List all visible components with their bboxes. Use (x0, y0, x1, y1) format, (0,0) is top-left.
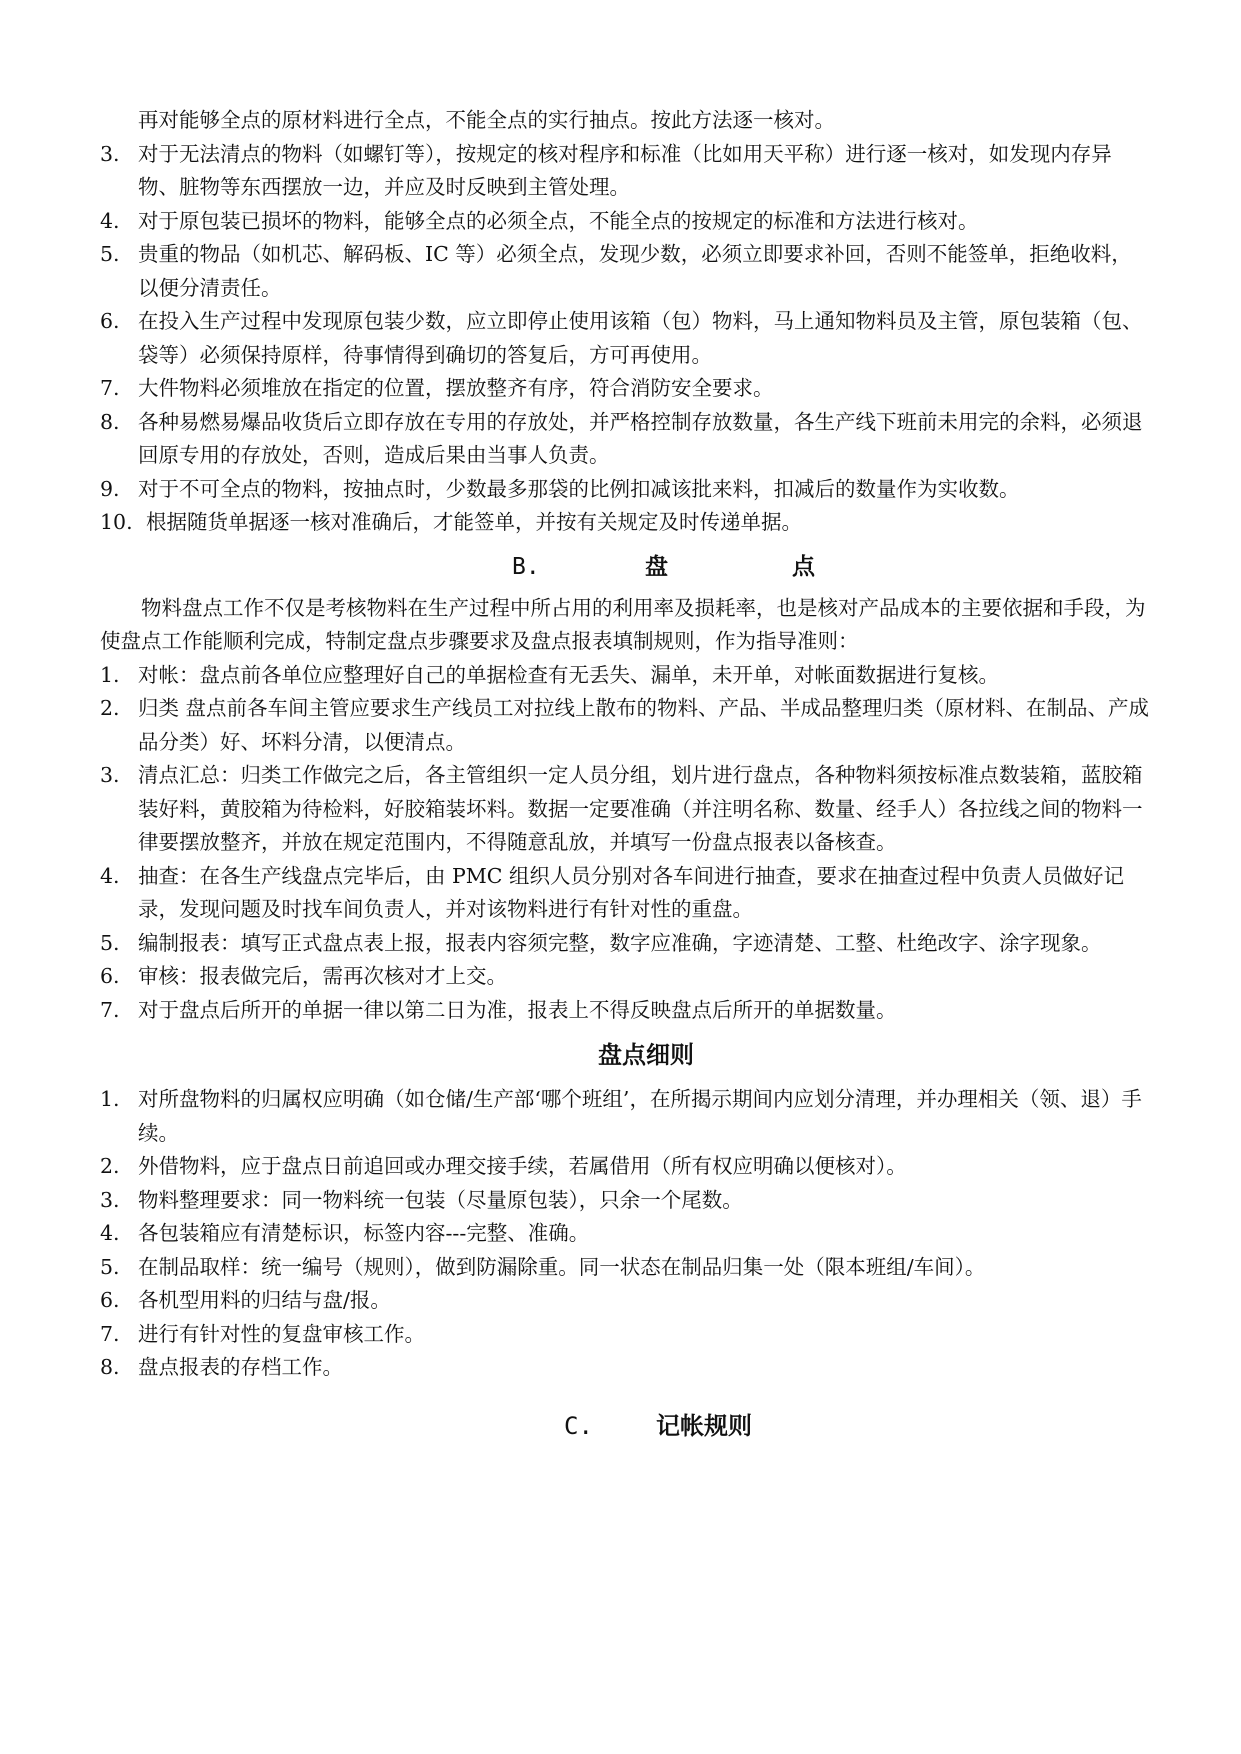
item-text: 编制报表：填写正式盘点表上报，报表内容须完整，数字应准确，字迹清楚、工整、杜绝改字、涂字现象。 (138, 930, 1102, 955)
document-content (100, 104, 1152, 1459)
item-number: 4. (100, 863, 120, 888)
section-title-char-2: 点 (792, 552, 815, 580)
item-number: 8. (100, 1355, 120, 1379)
section-title-char-1: 盘 (645, 552, 668, 580)
receiving-items-list (100, 138, 1152, 540)
section-title: 记帐规则 (656, 1410, 752, 1440)
list-item (100, 1083, 1152, 1150)
item-number: 10. (100, 510, 133, 534)
list-item (100, 473, 1152, 507)
item-number: 7. (100, 376, 120, 400)
item-number: 5. (100, 930, 120, 955)
item-number: 2. (100, 696, 120, 720)
list-item (100, 759, 1152, 860)
item-text: 各种易燃易爆品收货后立即存放在专用的存放处，并严格控制存放数量，各生产线下班前未用完的余料，必须退回原专用的存放处，否则，造成后果由当事人负责。 (138, 409, 1143, 467)
item-text: 对于无法清点的物料（如螺钉等），按规定的核对程序和标准（比如用天平称）进行逐一核对，如发现内存异物、脏物等东西摆放一边，并应及时反映到主管处理。 (138, 141, 1112, 199)
list-item (100, 1251, 1152, 1285)
item-number: 9. (100, 476, 120, 501)
list-item (100, 692, 1152, 759)
section-c-heading (100, 1393, 1152, 1459)
item-text: 外借物料，应于盘点日前追回或办理交接手续，若属借用（所有权应明确以便核对）。 (138, 1154, 907, 1178)
list-item (100, 1184, 1152, 1218)
list-item (100, 1351, 1152, 1385)
item-text: 对于盘点后所开的单据一律以第二日为准，报表上不得反映盘点后所开的单据数量。 (138, 997, 897, 1022)
section-letter: C. (564, 1411, 593, 1440)
item-number: 6. (100, 309, 120, 333)
list-item (100, 927, 1152, 961)
section-b-intro: 物料盘点工作不仅是考核物料在生产过程中所占用的利用率及损耗率，也是核对产品成本的主要依据和手段，为使盘点工作能顺利完成，特制定盘点步骤要求及盘点报表填制规则，作为指导准则： (100, 595, 1146, 653)
detail-rules-list (100, 1083, 1152, 1385)
list-item (100, 305, 1152, 372)
item-number: 6. (100, 964, 120, 988)
item-text: 进行有针对性的复盘审核工作。 (138, 1321, 425, 1346)
item-number: 3. (100, 141, 120, 166)
list-item (100, 205, 1152, 239)
item-text: 盘点报表的存档工作。 (138, 1355, 343, 1379)
item-text: 各包装箱应有清楚标识，标签内容---完整、准确。 (138, 1221, 590, 1245)
item-text: 贵重的物品（如机芯、解码板、IC 等）必须全点，发现少数，必须立即要求补回，否则不能签单，拒绝收料，以便分清责任。 (138, 242, 1132, 300)
item-number: 1. (100, 1087, 120, 1111)
item-text: 物料整理要求：同一物料统一包装（尽量原包装），只余一个尾数。 (138, 1187, 743, 1212)
item-text: 在制品取样：统一编号（规则），做到防漏除重。同一状态在制品归集一处（限本班组/车间）。 (138, 1254, 986, 1279)
item-text: 根据随货单据逐一核对准确后，才能签单，并按有关规定及时传递单据。 (146, 510, 802, 534)
item-text: 对帐：盘点前各单位应整理好自己的单据检查有无丢失、漏单，未开单，对帐面数据进行复核。 (138, 662, 999, 687)
list-item (100, 406, 1152, 473)
item-number: 7. (100, 997, 120, 1022)
item-number: 4. (100, 208, 120, 233)
item-number: 3. (100, 763, 120, 787)
list-item (100, 1217, 1152, 1251)
item-number: 5. (100, 1254, 120, 1279)
item-number: 2. (100, 1154, 120, 1178)
item-text: 在投入生产过程中发现原包装少数，应立即停止使用该箱（包）物料，马上通知物料员及主管，原包装箱（包、袋等）必须保持原样，待事情得到确切的答复后，方可再使用。 (138, 309, 1143, 367)
item-text: 审核：报表做完后，需再次核对才上交。 (138, 964, 507, 988)
list-item (100, 238, 1152, 305)
item-text: 各机型用料的归结与盘/报。 (138, 1288, 391, 1312)
list-item (100, 659, 1152, 693)
item-text: 清点汇总：归类工作做完之后，各主管组织一定人员分组，划片进行盘点，各种物料须按标准点数装箱，蓝胶箱装好料，黄胶箱为待检料，好胶箱装坏料。数据一定要准确（并注明名称、数量、经手人）各拉线之间的物料一律要摆放整齐，并放在规定范围内，不得随意乱放，并填写一份盘点报表以备核查。 (138, 763, 1143, 854)
intro-continuation: 再对能够全点的原材料进行全点，不能全点的实行抽点。按此方法逐一核对。 (138, 108, 835, 132)
list-item (100, 860, 1152, 927)
list-item (100, 1318, 1152, 1352)
list-item (100, 960, 1152, 994)
detail-rules-title: 盘点细则 (598, 1040, 694, 1069)
list-item (100, 1284, 1152, 1318)
section-b-heading (100, 542, 1152, 592)
item-text: 对于不可全点的物料，按抽点时，少数最多那袋的比例扣减该批来料，扣减后的数量作为实收数。 (138, 476, 1020, 501)
item-number: 1. (100, 662, 120, 687)
list-item (100, 1150, 1152, 1184)
inventory-steps-list (100, 659, 1152, 1028)
list-item (100, 506, 1152, 540)
item-number: 6. (100, 1288, 120, 1312)
item-text: 对于原包装已损坏的物料，能够全点的必须全点，不能全点的按规定的标准和方法进行核对。 (138, 208, 979, 233)
section-letter: B. (512, 553, 540, 580)
item-number: 8. (100, 409, 120, 434)
list-item (100, 138, 1152, 205)
item-number: 3. (100, 1187, 120, 1212)
item-text: 对所盘物料的归属权应明确（如仓储/生产部‘哪个班组’，在所揭示期间内应划分清理，并办理相关（领、退）手续。 (138, 1087, 1142, 1145)
item-text: 归类 盘点前各车间主管应要求生产线员工对拉线上散布的物料、产品、半成品整理归类（原材料、在制品、产成品分类）好、坏料分清，以便清点。 (138, 696, 1150, 754)
item-text: 抽查：在各生产线盘点完毕后，由 PMC 组织人员分别对各车间进行抽查，要求在抽查过程中负责人员做好记录，发现问题及时找车间负责人，并对该物料进行有针对性的重盘。 (138, 863, 1124, 921)
list-item (100, 994, 1152, 1028)
list-item (100, 372, 1152, 406)
item-number: 4. (100, 1221, 120, 1245)
item-number: 7. (100, 1321, 120, 1346)
item-number: 5. (100, 242, 120, 266)
item-text: 大件物料必须堆放在指定的位置，摆放整齐有序，符合消防安全要求。 (138, 376, 774, 400)
